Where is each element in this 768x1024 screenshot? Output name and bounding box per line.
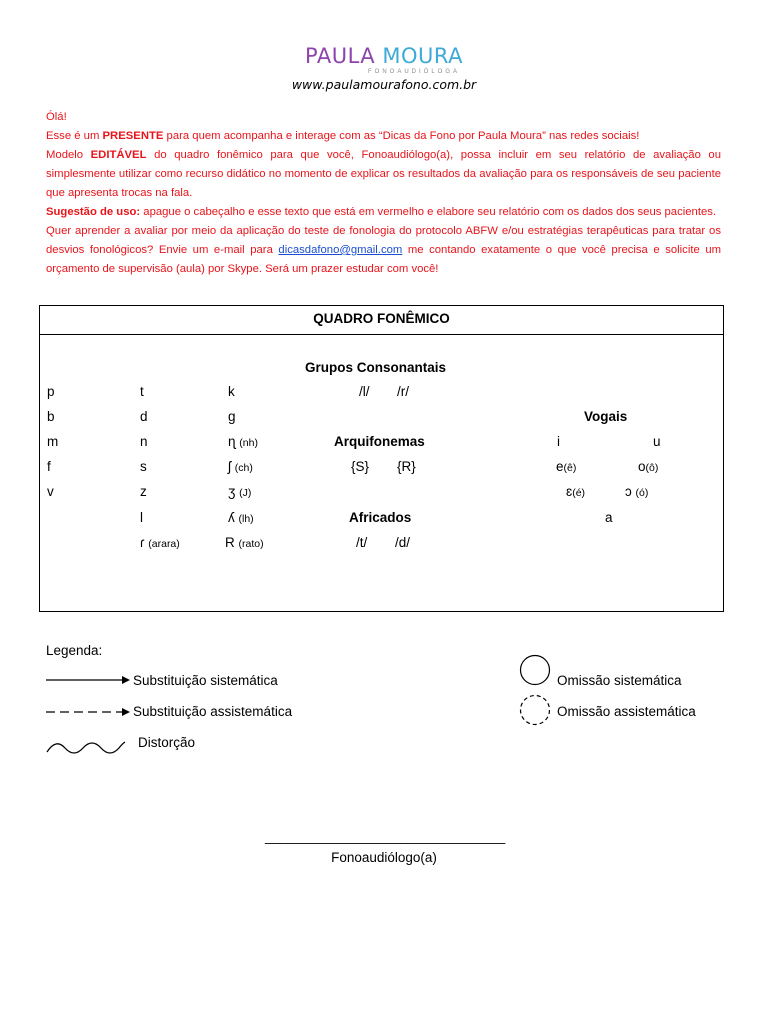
grupo-r: /r/: [397, 384, 409, 399]
website-url[interactable]: www.paulamourafono.com.br: [291, 77, 477, 92]
legend-omissao-assist: Omissão assistemática: [557, 704, 696, 719]
phoneme-z: z: [140, 484, 147, 499]
vowel-open-o: ɔ (ó): [625, 484, 649, 499]
legend-omissao-sist: Omissão sistemática: [557, 673, 682, 688]
legend-subst-sist: Substituição sistemática: [133, 673, 278, 688]
chart-title: QUADRO FONÊMICO: [40, 306, 723, 335]
vowel-e: e(ê): [556, 459, 577, 474]
phoneme-rr: R (rato): [225, 535, 264, 550]
arquifonemas-title: Arquifonemas: [334, 434, 425, 449]
intro-paragraph-4: Quer aprender a avaliar por meio da aplicação do teste de fonologia do protocolo ABFW e/ou estratégias terapêuticas para tratar os desvios fonológicos? Envie um e-mail para dicasdafono@gmail.com me contando exatamente o que você precisa e solicite um orçamento de supervisão (aula) por Skype. Será um prazer estudar com você!: [46, 225, 722, 275]
vowel-a: a: [605, 510, 613, 525]
phoneme-p: p: [47, 384, 55, 399]
africado-d: /d/: [395, 535, 411, 550]
logo-second: MOURA: [382, 44, 463, 68]
arquifonema-s: {S}: [351, 459, 370, 474]
legend-subst-assist: Substituição assistemática: [133, 704, 293, 719]
africado-t: /t/: [356, 535, 368, 550]
legend-distorcao: Distorção: [138, 735, 196, 750]
logo-first: PAULA: [305, 44, 376, 68]
vowel-o: o(ô): [638, 459, 659, 474]
phoneme-f: f: [47, 459, 51, 474]
logo-subtitle: FONOAUDIÓLOGA: [367, 69, 460, 75]
dashed-arrow-icon: [46, 706, 130, 718]
phoneme-g: g: [228, 409, 236, 424]
logo: [0, 44, 768, 76]
signature-label: Fonoaudiólogo(a): [331, 850, 437, 865]
intro-greeting: Ólá!: [46, 111, 67, 123]
vowel-i: i: [557, 434, 560, 449]
phoneme-d: d: [140, 409, 148, 424]
phoneme-nh: ɳ (nh): [228, 434, 258, 449]
intro-paragraph-3: Sugestão de uso: apague o cabeçalho e esse texto que está em vermelho e elabore seu relatório com os dados dos seus pacientes.: [46, 206, 717, 218]
circle-solid-icon: [519, 654, 551, 686]
phoneme-ch: ʃ (ch): [228, 459, 253, 474]
circle-dashed-icon: [519, 694, 551, 726]
solid-arrow-icon: [46, 674, 130, 686]
intro-text: [46, 108, 721, 279]
arquifonema-r: {R}: [397, 459, 416, 474]
grupo-l: /l/: [359, 384, 370, 399]
phoneme-s: s: [140, 459, 147, 474]
vogais-title: Vogais: [584, 409, 628, 424]
phoneme-b: b: [47, 409, 55, 424]
phoneme-j: ʒ (J): [228, 484, 252, 499]
phonemic-chart: [39, 305, 724, 612]
phoneme-lh: ʎ (lh): [228, 510, 254, 525]
email-link[interactable]: dicasdafono@gmail.com: [278, 244, 403, 256]
phoneme-m: m: [47, 434, 59, 449]
legend-title: Legenda:: [46, 643, 103, 658]
phoneme-tap: ɾ (arara): [140, 535, 180, 550]
phoneme-k: k: [228, 384, 235, 399]
signature-line: ________________________________: [265, 829, 506, 844]
intro-paragraph-1: Esse é um PRESENTE para quem acompanha e interage com as “Dicas da Fono por Paula Moura” nas redes sociais!: [46, 130, 640, 142]
vowel-u: u: [653, 434, 661, 449]
wavy-line-icon: [46, 738, 126, 758]
phoneme-t: t: [140, 384, 144, 399]
phoneme-v: v: [47, 484, 54, 499]
vowel-open-e: ɛ(é): [566, 484, 586, 499]
grupos-title: Grupos Consonantais: [305, 360, 447, 375]
phoneme-n: n: [140, 434, 148, 449]
intro-paragraph-2: Modelo EDITÁVEL do quadro fonêmico para que você, Fonoaudiólogo(a), possa incluir em seu relatório de avaliação ou simplesmente utilizar como recurso didático no momento de explicar os resultados da avaliação para os responsáveis de seu paciente que apresenta trocas na fala.: [46, 149, 721, 199]
africados-title: Africados: [349, 510, 412, 525]
phoneme-l: l: [140, 510, 143, 525]
